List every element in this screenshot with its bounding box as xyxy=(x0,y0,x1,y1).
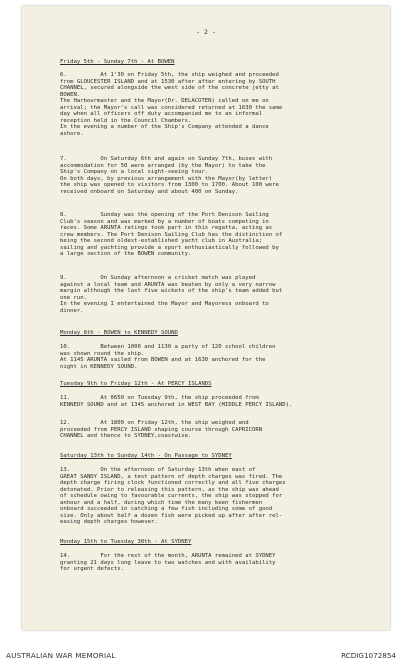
paragraph: 12. At 1800 on Friday 12th, the ship weighed and proceeded from PERCY ISLAND shaping course through CAPRICORN CHANNEL and thence to SYDNEY,coastwise. xyxy=(60,420,263,439)
page-number: - 2 - xyxy=(196,28,216,36)
paragraph: 6. At 1'30 on Friday 5th, the ship weighed and proceeded from GLOUCESTER ISLAND and at 1530 after after entering by SOUTH CHANNEL, secured alongside the west side of the concrete jetty at BOWEN. The Harbourmaster and the Mayor(Dr. DELACOTEN) called on me on arrival; the Mayor's call was considered returned at 1630 the same day when all officers off duty accompanied me to an informal reception held in the Council Chambers. In the evening a number of the Ship's Company attended a dance ashore. xyxy=(60,72,283,137)
document-page xyxy=(22,6,390,630)
paragraph: 14. For the rest of the month, ARUNTA remained at SYDNEY granting 21 days long leave to two watches and with availability for urgent defects. xyxy=(60,553,276,572)
section-heading: Friday 5th - Sunday 7th - At BOWEN xyxy=(60,59,175,65)
paragraph: 10. Between 1000 and 1130 a party of 120 school children was shown round the ship. At 1145 ARUNTA sailed from BOWEN and at 1630 anchored for the night in KENNEDY SOUND. xyxy=(60,344,276,370)
paragraph: 13. On the afternoon of Saturday 13th when east of GREAT SANDY ISLAND, a test pattern of depth charges was fired. The depth charge firing clock functioned correctly and all five charges detonated. Prior to releasing this pattern, as the ship was ahead of schedule owing to favourable currents, the ship was stopped for anhour and a half, during which time the many keen fishermen onboard succeeded in catching a few fish including some of good size. Only about half a dozen fish were picked up after after rel- easing depth charges however. xyxy=(60,467,286,525)
institution-label: AUSTRALIAN WAR MEMORIAL xyxy=(6,651,116,660)
section-heading: Monday 8th - BOWEN to KENNEDY SOUND xyxy=(60,330,178,336)
archive-footer xyxy=(0,636,402,666)
paragraph: 9. On Sunday afternoon a cricket match was played against a local team and ARUNTA was beaten by only a very narrow margin although the last five wickets of the ship's team added but one run. In the evening I entertained the Mayor and Mayoress onboard to dinner. xyxy=(60,275,283,314)
section-heading: Saturday 13th to Sunday 14th - On Passage to SYDNEY xyxy=(60,453,232,459)
record-id: RCDIG1072854 xyxy=(341,651,396,660)
section-heading: Monday 15th to Tuesday 30th - At SYDNEY xyxy=(60,539,192,545)
paragraph: 8. Sunday was the opening of the Port Denison Sailing Club's season and was marked by a number of boats competing in races. Some ARUNTA ratings took part in this regatta, acting as crew members. The Port Denison Sailing Club has the distinction of being the second oldest-established yacht club in Australia; sailing and yachting provide a sport enthusiastically followed by a large section of the BOWEN community. xyxy=(60,212,283,257)
section-heading: Tuesday 9th to Friday 12th - At PERCY ISLANDS xyxy=(60,381,212,387)
paragraph: 11. At 0650 on Tuesday 9th, the ship proceeded from KENNEDY SOUND and at 1345 anchored in WEST BAY (MIDDLE PERCY ISLAND). xyxy=(60,395,293,408)
paragraph: 7. On Saturday 6th and again on Sunday 7th, buses with accommodation for 50 were arranged (by the Mayor) to take the Ship's Company on a local sight-seeing tour. On both days, by previous arrangement with the Mayor(by letter) the ship was opened to visitors from 1300 to 1700. About 100 were received onboard on Saturday and about 400 on Sunday. xyxy=(60,156,279,195)
